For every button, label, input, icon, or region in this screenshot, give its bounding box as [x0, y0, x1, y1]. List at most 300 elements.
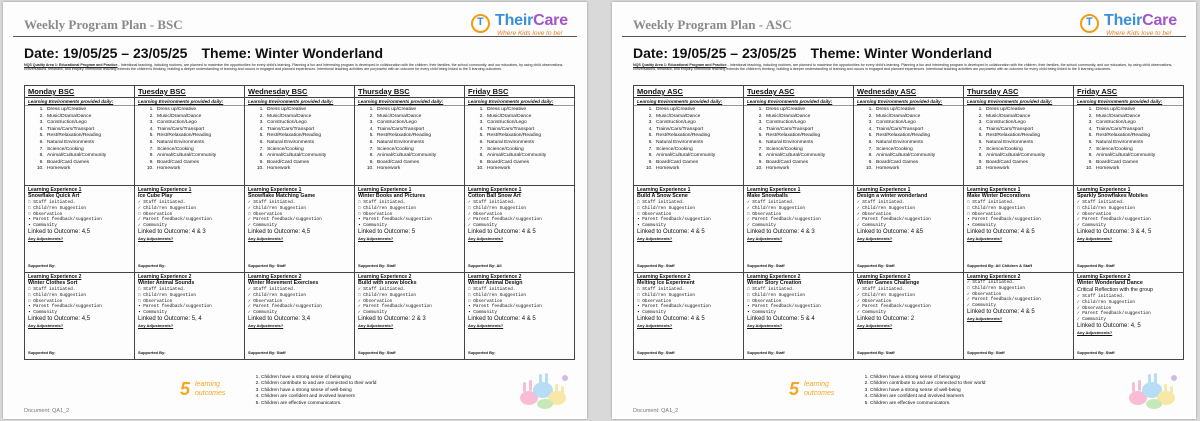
environment-item: 4. Trains/Cars/Transport — [654, 127, 740, 134]
learning-experience-cell — [135, 186, 245, 273]
supported-by: Supported By: Staff — [248, 263, 286, 268]
supported-by: Supported By: Staff — [248, 350, 286, 355]
nqs-text: - Intentional teaching, including routines, are planned to maximise the opportunities for every child's learning. Planning a fun and interesting program is developed in collaboration with the children, their families, the school community, and our educators, by using child observations, conversations, feedback, and enquiry. Intentional teaching extends the children's thinking, building a deeper understanding of learning and occurs in engaged and planned experiences. Intentional teaching activities are purposeful with an outcome for every child being linked to the 5 learning outcomes. — [24, 63, 564, 72]
environment-item: 1. Dress up/Creative — [654, 107, 740, 114]
theme-label: Theme: Winter Wonderland — [810, 45, 993, 61]
environment-item: 7. Science/Cooking — [45, 147, 131, 154]
learning-experience-cell — [25, 273, 135, 360]
initiation-option: ▪ Parent feedback/suggestion — [28, 304, 102, 310]
initiation-option: ☐ Staff initiated. — [637, 200, 685, 205]
environment-item: 6. Natural Environments — [654, 140, 740, 147]
five-label-line-2: outcomes — [195, 390, 226, 397]
adjustments-label: Any Adjustments? — [138, 323, 174, 329]
environments-heading: Learning Environments provided daily: — [744, 99, 853, 106]
learning-experience-cell — [245, 186, 355, 273]
five-learning-outcomes-label — [804, 380, 834, 398]
initiation-option: ☐ Observation — [138, 211, 173, 217]
initiation-option: ▪ Community — [468, 310, 497, 316]
experience-title: Snowflake Quick Art — [28, 193, 80, 199]
initiation-option: ☐ Child/ren Suggestion — [967, 205, 1025, 211]
linked-outcome: Linked to Outcome: 4 & 5 — [468, 228, 536, 235]
experience-title: Winter Story Creation — [747, 280, 802, 286]
experience-title: Winter Animal Design — [468, 280, 523, 286]
painted-hands-image — [515, 368, 573, 412]
initiation-option: ✓ Observation — [468, 211, 503, 217]
environments-cell — [355, 98, 465, 186]
experience-heading: Learning Experience 1 — [138, 187, 192, 193]
supported-by: Supported By: Staff — [1077, 350, 1115, 355]
learning-outcome-item: 5. Children are effective communicators. — [870, 401, 985, 407]
linked-outcome: Linked to Outcome: 4,5 — [28, 228, 91, 235]
environment-item: 3. Construction/Lego — [984, 120, 1070, 127]
day-header: Monday BSC — [25, 86, 135, 98]
day-header: Tuesday ASC — [744, 86, 854, 98]
experience-title: Winter Movement Exercises — [248, 280, 319, 286]
experience-title: Cotton Ball Snow Art — [468, 193, 521, 199]
document-reference: Document: QA1_2 — [633, 408, 679, 414]
environment-item: 3. Construction/Lego — [764, 120, 850, 127]
initiation-option: ✓ Parent feedback/suggestion — [248, 217, 322, 223]
initiation-option: ✓ Community — [967, 303, 996, 309]
environment-item: 2. Music/Drama/Dance — [375, 114, 461, 121]
experience-title: Winter Wonderland Dance — [1077, 280, 1143, 286]
environment-item: 6. Natural Environments — [764, 140, 850, 147]
initiation-option: ☐ Staff initiated. — [468, 287, 516, 292]
initiation-option: ✓ Community — [358, 310, 387, 316]
environments-cell — [854, 98, 964, 186]
environment-item: 4. Trains/Cars/Transport — [874, 127, 960, 134]
initiation-option: ✓ Observation — [857, 211, 892, 217]
initiation-option: ▪ Parent feedback/suggestion — [637, 217, 711, 223]
program-table — [24, 85, 575, 360]
initiation-option: ▪ Community — [358, 223, 387, 229]
linked-outcome: Linked to Outcome: 4,5 — [248, 228, 311, 235]
initiation-option: ☐ Staff initiated. — [138, 287, 186, 292]
experience-subtitle: Critical Reflection with the group — [1077, 287, 1153, 293]
learning-experience-cell — [854, 273, 964, 360]
environment-item: 9. Board/Card Games — [764, 160, 850, 167]
adjustments-label: Any Adjustments? — [637, 323, 673, 329]
environment-item: 6. Natural Environments — [1094, 140, 1180, 147]
initiation-option: ☐ Observation — [358, 211, 393, 217]
environments-cell — [744, 98, 854, 186]
environment-item: 8. Animal/Cultural/Community — [874, 153, 960, 160]
environment-item: 8. Animal/Cultural/Community — [654, 153, 740, 160]
initiation-option: ✓ Child/ren Suggestion — [248, 292, 306, 298]
logo-tagline: Where Kids love to be! — [1106, 30, 1172, 37]
environments-row — [25, 98, 575, 186]
environment-item: 1. Dress up/Creative — [984, 107, 1070, 114]
initiation-option: ▪ Parent feedback/suggestion — [747, 304, 821, 310]
initiation-option: ✓ Community — [1077, 317, 1106, 323]
environment-item: 5. Rest/Relaxation/Reading — [1094, 133, 1180, 140]
logo-mark-icon — [1080, 14, 1099, 33]
linked-outcome: Linked to Outcome: 4 & 5 — [967, 228, 1035, 235]
environment-item: 5. Rest/Relaxation/Reading — [45, 133, 131, 140]
initiation-option: ✓ Child/ren Suggestion — [857, 205, 915, 211]
nqs-label: NQS Quality Area 1: Educational Program and Practice — [24, 63, 118, 67]
adjustments-label: Any Adjustments? — [747, 236, 783, 242]
adjustments-label: Any Adjustments? — [747, 323, 783, 329]
environment-item: 3. Construction/Lego — [45, 120, 131, 127]
exp1-row — [634, 186, 1184, 273]
learning-experience-cell — [135, 273, 245, 360]
environment-item: 9. Board/Card Games — [1094, 160, 1180, 167]
initiation-option: ☐ Observation — [28, 298, 63, 304]
initiation-option: ☐ Staff initiated. — [28, 287, 76, 292]
experience-title: Design a winter wonderland — [857, 193, 928, 199]
environment-item: 4. Trains/Cars/Transport — [764, 127, 850, 134]
environment-item: 1. Dress up/Creative — [45, 107, 131, 114]
day-header: Tuesday BSC — [135, 86, 245, 98]
logo-mark-icon — [471, 14, 490, 33]
adjustments-label: Any Adjustments? — [138, 236, 174, 242]
supported-by: Supported By: Staff — [747, 263, 785, 268]
initiation-option: ✓ Parent feedback/suggestion — [468, 217, 542, 223]
learning-experience-cell — [465, 273, 575, 360]
environment-item: 6. Natural Environments — [375, 140, 461, 147]
environment-item: 4. Trains/Cars/Transport — [485, 127, 571, 134]
experience-title: Sparkly Snowflakes Mobiles — [1077, 193, 1148, 199]
initiation-option: ☐ Observation — [248, 211, 283, 217]
initiation-option: ☐ Child/ren Suggestion — [468, 205, 526, 211]
experience-title: Make Snowballs — [747, 193, 788, 199]
initiation-option: ✓ Staff initiated. — [248, 200, 296, 205]
day-header: Thursday ASC — [964, 86, 1074, 98]
exp2-row — [25, 273, 575, 360]
initiation-option: ☐ Child/ren Suggestion — [468, 292, 526, 298]
adjustments-label: Any Adjustments? — [468, 236, 504, 242]
five-numeral: 5 — [180, 379, 191, 399]
supported-by: Supported By: Staff — [857, 350, 895, 355]
environment-item: 10. Homework — [265, 166, 351, 173]
date-range: Date: 19/05/25 – 23/05/25 — [24, 45, 188, 61]
initiation-option: ✓ Staff initiated. — [1077, 294, 1125, 299]
environment-item: 9. Board/Card Games — [874, 160, 960, 167]
linked-outcome: Linked to Outcome: 4 & 5 — [468, 315, 536, 322]
initiation-option: ☐ Observation — [138, 298, 173, 304]
experience-heading: Learning Experience 2 — [747, 274, 801, 280]
learning-experience-cell — [25, 186, 135, 273]
environment-item: 6. Natural Environments — [984, 140, 1070, 147]
environment-item: 4. Trains/Cars/Transport — [265, 127, 351, 134]
environment-item: 4. Trains/Cars/Transport — [1094, 127, 1180, 134]
environment-item: 4. Trains/Cars/Transport — [375, 127, 461, 134]
environments-cell — [634, 98, 744, 186]
environment-item: 7. Science/Cooking — [984, 147, 1070, 154]
learning-outcome-item: 2. Children contribute to and are connected to their world — [261, 381, 376, 387]
environments-list — [138, 107, 241, 173]
experience-heading: Learning Experience 2 — [468, 274, 522, 280]
theme-label: Theme: Winter Wonderland — [201, 45, 384, 61]
learning-outcome-item: 5. Children are effective communicators. — [261, 401, 376, 407]
initiation-option: ▪ Community — [967, 223, 996, 229]
environment-item: 7. Science/Cooking — [1094, 147, 1180, 154]
environment-item: 7. Science/Cooking — [375, 147, 461, 154]
environment-item: 10. Homework — [155, 166, 241, 173]
initiation-option: ✓ Staff initiated. — [857, 200, 905, 205]
experience-heading: Learning Experience 1 — [468, 187, 522, 193]
environments-cell — [465, 98, 575, 186]
adjustments-label: Any Adjustments? — [358, 236, 394, 242]
initiation-option: ☐ Child/ren Suggestion — [747, 292, 805, 298]
adjustments-label: Any Adjustments? — [857, 323, 893, 329]
five-learning-outcomes-label — [195, 380, 225, 398]
learning-experience-cell — [1074, 186, 1184, 273]
linked-outcome: Linked to Outcome: 4 & 3 — [747, 228, 815, 235]
linked-outcome: Linked to Outcome: 4 & 5 — [637, 228, 705, 235]
environments-list — [1077, 107, 1180, 173]
experience-heading: Learning Experience 2 — [637, 274, 691, 280]
environment-item: 6. Natural Environments — [874, 140, 960, 147]
initiation-option: ✓ Community — [857, 223, 886, 229]
initiation-option: ☐ Observation — [747, 298, 782, 304]
environments-cell — [1074, 98, 1184, 186]
header-rule — [13, 36, 577, 37]
day-header: Friday ASC — [1074, 86, 1184, 98]
experience-heading: Learning Experience 2 — [28, 274, 82, 280]
document-reference: Document: QA1_2 — [24, 408, 70, 414]
five-label-line-2: outcomes — [804, 390, 835, 397]
environment-item: 7. Science/Cooking — [764, 147, 850, 154]
environment-item: 6. Natural Environments — [45, 140, 131, 147]
experience-title: Winter Clothes Sort — [28, 280, 78, 286]
linked-outcome: Linked to Outcome: 2 — [857, 315, 915, 322]
environment-item: 3. Construction/Lego — [485, 120, 571, 127]
environments-list — [857, 107, 960, 173]
initiation-option: ▪ Parent feedback/suggestion — [28, 217, 102, 223]
five-label-line-1: learning — [804, 381, 829, 388]
experience-heading: Learning Experience 1 — [28, 187, 82, 193]
experience-heading: Learning Experience 1 — [248, 187, 302, 193]
environment-item: 10. Homework — [45, 166, 131, 173]
adjustments-label: Any Adjustments? — [857, 236, 893, 242]
environment-item: 3. Construction/Lego — [155, 120, 241, 127]
initiation-option: ☐ Staff initiated. — [747, 287, 795, 292]
environment-item: 2. Music/Drama/Dance — [45, 114, 131, 121]
adjustments-label: Any Adjustments? — [967, 236, 1003, 242]
initiation-option: ✓ Parent feedback/suggestion — [138, 217, 212, 223]
initiation-option: ✓ Child/ren Suggestion — [747, 205, 805, 211]
supported-by: Supported By: — [138, 263, 166, 268]
initiation-option: ✓ Parent feedback/suggestion — [747, 217, 821, 223]
learning-outcome-item: 4. Children are confident and involved learners — [261, 394, 376, 400]
environment-item: 10. Homework — [375, 166, 461, 173]
environment-item: 8. Animal/Cultural/Community — [764, 153, 850, 160]
initiation-option: ✓ Staff initiated. — [967, 280, 1015, 285]
learning-outcomes-list — [245, 375, 376, 407]
environments-list — [28, 107, 131, 173]
environment-item: 1. Dress up/Creative — [265, 107, 351, 114]
initiation-option: ☐ Staff initiated. — [637, 287, 685, 292]
learning-experience-cell — [355, 273, 465, 360]
environment-item: 9. Board/Card Games — [375, 160, 461, 167]
adjustments-label: Any Adjustments? — [248, 236, 284, 242]
environments-heading: Learning Environments provided daily: — [355, 99, 464, 106]
initiation-option: ☐ Observation — [637, 298, 672, 304]
environment-item: 9. Board/Card Games — [984, 160, 1070, 167]
initiation-option: ✓ Staff initiated. — [857, 287, 905, 292]
experience-title: Winter Animal Sounds — [138, 280, 195, 286]
logo-name — [1104, 12, 1177, 30]
initiation-option: ✓ Observation — [1077, 211, 1112, 217]
learning-experience-cell — [744, 273, 854, 360]
initiation-option: ✓ Child/ren Suggestion — [857, 292, 915, 298]
day-header: Wednesday ASC — [854, 86, 964, 98]
environment-item: 5. Rest/Relaxation/Reading — [654, 133, 740, 140]
day-header: Thursday BSC — [355, 86, 465, 98]
initiation-option: ✓ Child/ren Suggestion — [248, 205, 306, 211]
experience-title: Build with snow blocks — [358, 280, 417, 286]
environments-list — [358, 107, 461, 173]
adjustments-label: Any Adjustments? — [1077, 330, 1113, 336]
environments-list — [637, 107, 740, 173]
environment-item: 2. Music/Drama/Dance — [1094, 114, 1180, 121]
learning-experience-cell — [964, 273, 1074, 360]
experience-title: Build A Snow Scene — [637, 193, 688, 199]
logo-name-part-b: Care — [1142, 12, 1177, 29]
environment-item: 5. Rest/Relaxation/Reading — [155, 133, 241, 140]
environment-item: 1. Dress up/Creative — [485, 107, 571, 114]
initiation-option: ✓ Parent feedback/suggestion — [857, 304, 931, 310]
initiation-option: ✓ Community — [1077, 223, 1106, 229]
environment-item: 9. Board/Card Games — [654, 160, 740, 167]
environments-heading: Learning Environments provided daily: — [634, 99, 743, 106]
initiation-option: ▪ Parent feedback/suggestion — [358, 217, 432, 223]
linked-outcome: Linked to Outcome: 3,4 — [248, 315, 311, 322]
initiation-option: ▪ Parent feedback/suggestion — [967, 217, 1041, 223]
day-header: Wednesday BSC — [245, 86, 355, 98]
page-title: Weekly Program Plan - ASC — [633, 17, 792, 32]
supported-by: Supported By: Staff — [358, 263, 396, 268]
environments-list — [248, 107, 351, 173]
initiation-option: ☐ Observation — [468, 298, 503, 304]
environment-item: 5. Rest/Relaxation/Reading — [265, 133, 351, 140]
experience-title: Winter Games Challenge — [857, 280, 920, 286]
learning-outcome-item: 4. Children are confident and involved learners — [870, 394, 985, 400]
day-header: Friday BSC — [465, 86, 575, 98]
experience-heading: Learning Experience 2 — [248, 274, 302, 280]
date-theme-line — [633, 45, 992, 61]
environment-item: 10. Homework — [764, 166, 850, 173]
environment-item: 6. Natural Environments — [155, 140, 241, 147]
environment-item: 9. Board/Card Games — [485, 160, 571, 167]
environment-item: 9. Board/Card Games — [265, 160, 351, 167]
environment-item: 2. Music/Drama/Dance — [265, 114, 351, 121]
learning-experience-cell — [245, 273, 355, 360]
painted-hands-image — [1124, 368, 1182, 412]
linked-outcome: Linked to Outcome: 3 & 4, 5 — [1077, 228, 1152, 235]
initiation-option: ☐ Staff initiated. — [967, 200, 1015, 205]
environments-heading: Learning Environments provided daily: — [964, 99, 1073, 106]
environment-item: 8. Animal/Cultural/Community — [375, 153, 461, 160]
initiation-option: ☐ Child/ren Suggestion — [637, 205, 695, 211]
environment-item: 8. Animal/Cultural/Community — [984, 153, 1070, 160]
learning-experience-cell — [744, 186, 854, 273]
environments-cell — [135, 98, 245, 186]
initiation-option: ☐ Staff initiated. — [28, 200, 76, 205]
learning-outcome-item: 3. Children have a strong sense of well-being — [870, 388, 985, 394]
environment-item: 8. Animal/Cultural/Community — [485, 153, 571, 160]
experience-title: Ice Cube Play — [138, 193, 173, 199]
environments-heading: Learning Environments provided daily: — [25, 99, 134, 106]
nqs-paragraph — [24, 63, 572, 72]
environments-heading: Learning Environments provided daily: — [135, 99, 244, 106]
initiation-option: ✓ Parent feedback/suggestion — [248, 304, 322, 310]
environments-cell — [964, 98, 1074, 186]
supported-by: Supported By: Staff — [857, 263, 895, 268]
initiation-option: ▪ Parent feedback/suggestion — [138, 304, 212, 310]
environment-item: 2. Music/Drama/Dance — [485, 114, 571, 121]
learning-outcome-item: 1. Children have a strong sense of belonging — [870, 375, 985, 381]
environment-item: 7. Science/Cooking — [485, 147, 571, 154]
experience-title: Melting Ice Experiment — [637, 280, 695, 286]
initiation-option: ✓ Staff initiated. — [1077, 200, 1125, 205]
environment-item: 2. Music/Drama/Dance — [984, 114, 1070, 121]
initiation-option: ✓ Parent feedback/suggestion — [857, 217, 931, 223]
environment-item: 8. Animal/Cultural/Community — [1094, 153, 1180, 160]
environment-item: 4. Trains/Cars/Transport — [984, 127, 1070, 134]
environment-item: 2. Music/Drama/Dance — [874, 114, 960, 121]
experience-title: Winter Books and Pictures — [358, 193, 426, 199]
initiation-option: ☐ Observation — [637, 211, 672, 217]
experience-heading: Learning Experience 2 — [358, 274, 412, 280]
environments-heading: Learning Environments provided daily: — [854, 99, 963, 106]
initiation-option: ▪ Parent feedback/suggestion — [637, 304, 711, 310]
exp1-row — [25, 186, 575, 273]
initiation-option: ✓ Staff initiated. — [138, 200, 186, 205]
initiation-option: ☐ Child/ren Suggestion — [28, 292, 86, 298]
logo-tagline: Where Kids love to be! — [497, 30, 563, 37]
initiation-option: ✓ Community — [857, 310, 886, 316]
supported-by: Supported By: — [468, 350, 496, 355]
page-title: Weekly Program Plan - BSC — [24, 17, 183, 32]
initiation-option: ☐ Observation — [967, 211, 1002, 217]
date-range: Date: 19/05/25 – 23/05/25 — [633, 45, 797, 61]
environments-list — [468, 107, 571, 173]
initiation-option: ▪ Community — [28, 310, 57, 316]
environments-list — [967, 107, 1070, 173]
supported-by: Supported By: — [28, 263, 56, 268]
experience-title: Make Winter Decorations — [967, 193, 1031, 199]
exp2-row — [634, 273, 1184, 360]
learning-experience-cell — [465, 186, 575, 273]
initiation-option: ✓ Parent feedback/suggestion — [967, 297, 1041, 303]
environments-list — [747, 107, 850, 173]
nqs-paragraph — [633, 63, 1181, 72]
initiation-option: ☐ Child/ren Suggestion — [138, 292, 196, 298]
program-table — [633, 85, 1184, 360]
initiation-option: ▪ Community — [637, 223, 666, 229]
initiation-option: ☐ Child/ren Suggestion — [358, 292, 416, 298]
experience-heading: Learning Experience 1 — [358, 187, 412, 193]
experience-heading: Learning Experience 1 — [857, 187, 911, 193]
nqs-text: - Intentional teaching, including routines, are planned to maximise the opportunities for every child's learning. Planning a fun and interesting program is developed in collaboration with the children, their families, the school community, and our educators, by using child observations, conversations, feedback, and enquiry. Intentional teaching extends the children's thinking, building a deeper understanding of learning and occurs in engaged and planned experiences. Intentional teaching activities are purposeful with an outcome for every child being linked to the 5 learning outcomes. — [633, 63, 1173, 72]
environment-item: 5. Rest/Relaxation/Reading — [874, 133, 960, 140]
environment-item: 1. Dress up/Creative — [375, 107, 461, 114]
environment-item: 10. Homework — [485, 166, 571, 173]
learning-outcome-item: 1. Children have a strong sense of belonging — [261, 375, 376, 381]
initiation-option: ☐ Child/ren Suggestion — [967, 285, 1025, 291]
supported-by: Supported By: — [28, 350, 56, 355]
environment-item: 10. Homework — [874, 166, 960, 173]
five-numeral: 5 — [789, 379, 800, 399]
learning-experience-cell — [964, 186, 1074, 273]
supported-by: Supported By: Staff — [967, 350, 1005, 355]
linked-outcome: Linked to Outcome: 4 & 3 — [138, 228, 206, 235]
supported-by: Supported By: All — [468, 263, 502, 268]
linked-outcome: Linked to Outcome: 5 & 4 — [747, 315, 815, 322]
